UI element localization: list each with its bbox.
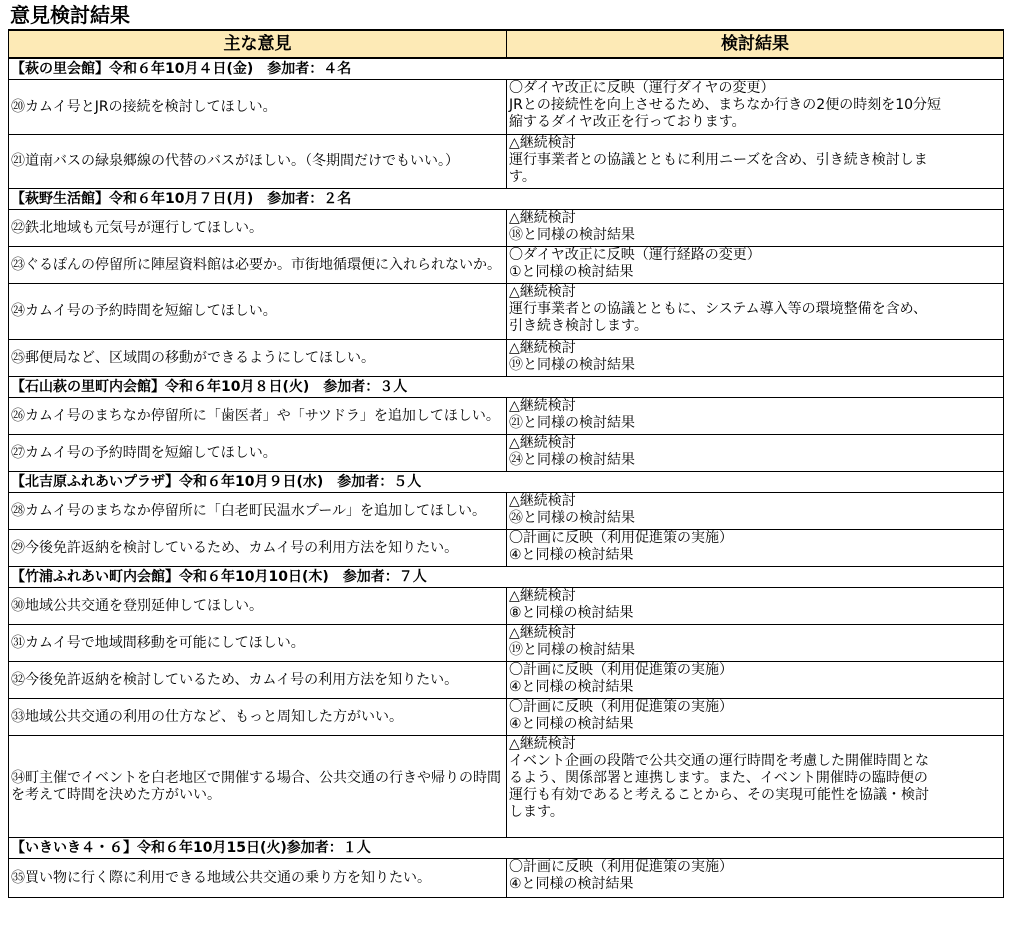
table-row bbox=[9, 493, 1004, 530]
result-line: 引き続き検討します。 bbox=[509, 318, 648, 334]
table-row bbox=[9, 588, 1004, 625]
result-line: 〇計画に反映（利用促進策の実施） bbox=[509, 530, 733, 546]
result-cell bbox=[507, 340, 1004, 377]
opinion-cell: ㉕郵便局など、区域間の移動ができるようにしてほしい。 bbox=[9, 340, 507, 377]
section-heading-row bbox=[9, 58, 1004, 80]
result-line: △継続検討 bbox=[509, 210, 576, 226]
result-cell bbox=[507, 284, 1004, 340]
result-line: 運行も有効であると考えることから、その実現可能性を協議・検討 bbox=[509, 787, 929, 803]
result-line: ④と同様の検討結果 bbox=[509, 876, 634, 892]
result-line: △継続検討 bbox=[509, 340, 576, 356]
result-line: △継続検討 bbox=[509, 398, 576, 414]
table-row bbox=[9, 135, 1004, 189]
table-row bbox=[9, 284, 1004, 340]
table-row bbox=[9, 80, 1004, 135]
table-row bbox=[9, 530, 1004, 567]
result-line: △継続検討 bbox=[509, 588, 576, 604]
result-line: 運行事業者との協議とともに、システム導入等の環境整備を含め、 bbox=[509, 301, 928, 317]
section-heading-row bbox=[9, 567, 1004, 588]
opinion-result-table bbox=[8, 29, 1004, 898]
result-line: るよう、関係部署と連携します。また、イベント開催時の臨時便の bbox=[509, 770, 928, 786]
result-line: ⑲と同様の検討結果 bbox=[509, 642, 635, 658]
result-line: します。 bbox=[509, 804, 564, 820]
page-title: 意見検討結果 bbox=[10, 3, 130, 27]
result-line: ⑧と同様の検討結果 bbox=[509, 605, 634, 621]
table-row bbox=[9, 859, 1004, 898]
opinion-cell: ㉜今後免許返納を検討しているため、カムイ号の利用方法を知りたい。 bbox=[9, 662, 507, 699]
result-line: ④と同様の検討結果 bbox=[509, 679, 634, 695]
opinion-cell: ㉝地域公共交通の利用の仕方など、もっと周知した方がいい。 bbox=[9, 699, 507, 736]
opinion-cell: ㉙今後免許返納を検討しているため、カムイ号の利用方法を知りたい。 bbox=[9, 530, 507, 567]
result-cell bbox=[507, 859, 1004, 898]
opinion-cell: ㉚地域公共交通を登別延伸してほしい。 bbox=[9, 588, 507, 625]
opinion-cell: ㉒鉄北地域も元気号が運行してほしい。 bbox=[9, 210, 507, 247]
result-line: △継続検討 bbox=[509, 435, 576, 451]
opinion-cell: ㉛カムイ号で地域間移動を可能にしてほしい。 bbox=[9, 625, 507, 662]
result-cell bbox=[507, 80, 1004, 135]
result-line: 〇計画に反映（利用促進策の実施） bbox=[509, 699, 733, 715]
section-heading: 【竹浦ふれあい町内会館】令和６年10月10日(木) 参加者：７人 bbox=[9, 567, 1004, 588]
result-line: △継続検討 bbox=[509, 284, 576, 300]
result-cell bbox=[507, 736, 1004, 838]
section-heading-row bbox=[9, 838, 1004, 859]
table-header-row bbox=[9, 30, 1004, 58]
result-cell bbox=[507, 398, 1004, 435]
result-cell bbox=[507, 699, 1004, 736]
result-line: ④と同様の検討結果 bbox=[509, 547, 634, 563]
result-cell bbox=[507, 588, 1004, 625]
section-heading: 【萩の里会館】令和６年10月４日(金) 参加者：４名 bbox=[9, 58, 1004, 80]
result-line: ㉖と同様の検討結果 bbox=[509, 510, 635, 526]
table-row bbox=[9, 435, 1004, 472]
result-line: ㉔と同様の検討結果 bbox=[509, 452, 635, 468]
result-line: 〇ダイヤ改正に反映（運行ダイヤの変更） bbox=[509, 80, 775, 96]
opinion-cell: ㉟買い物に行く際に利用できる地域公共交通の乗り方を知りたい。 bbox=[9, 859, 507, 898]
table-body bbox=[9, 58, 1004, 898]
result-cell bbox=[507, 662, 1004, 699]
opinion-cell: ㉓ぐるぽんの停留所に陣屋資料館は必要か。市街地循環便に入れられないか。 bbox=[9, 247, 507, 284]
opinion-cell: ㉔カムイ号の予約時間を短縮してほしい。 bbox=[9, 284, 507, 340]
table-row bbox=[9, 736, 1004, 838]
section-heading-row bbox=[9, 189, 1004, 210]
result-cell bbox=[507, 493, 1004, 530]
table-row bbox=[9, 398, 1004, 435]
result-line: 〇計画に反映（利用促進策の実施） bbox=[509, 662, 733, 678]
result-line: ①と同様の検討結果 bbox=[509, 264, 634, 280]
header-result: 検討結果 bbox=[507, 30, 1004, 58]
table-row bbox=[9, 247, 1004, 284]
result-cell bbox=[507, 530, 1004, 567]
result-line: △継続検討 bbox=[509, 493, 576, 509]
result-line: ⑲と同様の検討結果 bbox=[509, 357, 635, 373]
section-heading: 【萩野生活館】令和６年10月７日(月) 参加者：２名 bbox=[9, 189, 1004, 210]
result-cell bbox=[507, 210, 1004, 247]
result-line: ④と同様の検討結果 bbox=[509, 716, 634, 732]
result-line: 縮するダイヤ改正を行っております。 bbox=[509, 114, 746, 130]
section-heading: 【石山萩の里町内会館】令和６年10月８日(火) 参加者：３人 bbox=[9, 377, 1004, 398]
result-line: JRとの接続性を向上させるため、まちなか行きの2便の時刻を10分短 bbox=[509, 97, 942, 113]
opinion-cell: ㉑道南バスの緑泉郷線の代替のバスがほしい。（冬期間だけでもいい。） bbox=[9, 135, 507, 189]
result-line: イベント企画の段階で公共交通の運行時間を考慮した開催時間とな bbox=[509, 753, 929, 769]
opinion-cell: ⑳カムイ号とJRの接続を検討してほしい。 bbox=[9, 80, 507, 135]
opinion-cell: ㉖カムイ号のまちなか停留所に「歯医者」や「サツドラ」を追加してほしい。 bbox=[9, 398, 507, 435]
table-row bbox=[9, 699, 1004, 736]
result-line: △継続検討 bbox=[509, 135, 576, 151]
result-line: 〇計画に反映（利用促進策の実施） bbox=[509, 859, 733, 875]
section-heading-row bbox=[9, 472, 1004, 493]
section-heading: 【北吉原ふれあいプラザ】令和６年10月９日(水) 参加者：５人 bbox=[9, 472, 1004, 493]
section-heading-row bbox=[9, 377, 1004, 398]
result-cell bbox=[507, 435, 1004, 472]
result-cell bbox=[507, 247, 1004, 284]
opinion-cell: ㉗カムイ号の予約時間を短縮してほしい。 bbox=[9, 435, 507, 472]
table-row bbox=[9, 625, 1004, 662]
table-row bbox=[9, 210, 1004, 247]
result-line: △継続検討 bbox=[509, 625, 576, 641]
opinion-cell: ㉞町主催でイベントを白老地区で開催する場合、公共交通の行きや帰りの時間を考えて時間を決めた方がいい。 bbox=[9, 736, 507, 838]
result-line: 〇ダイヤ改正に反映（運行経路の変更） bbox=[509, 247, 761, 263]
result-line: す。 bbox=[509, 169, 536, 185]
section-heading: 【いきいき４・６】令和６年10月15日(火)参加者：１人 bbox=[9, 838, 1004, 859]
result-line: ⑱と同様の検討結果 bbox=[509, 227, 635, 243]
result-cell bbox=[507, 625, 1004, 662]
opinion-cell: ㉘カムイ号のまちなか停留所に「白老町民温水プール」を追加してほしい。 bbox=[9, 493, 507, 530]
result-line: 運行事業者との協議とともに利用ニーズを含め、引き続き検討しま bbox=[509, 152, 928, 168]
result-line: ㉑と同様の検討結果 bbox=[509, 415, 635, 431]
table-row bbox=[9, 662, 1004, 699]
result-line: △継続検討 bbox=[509, 736, 576, 752]
result-cell bbox=[507, 135, 1004, 189]
header-opinion: 主な意見 bbox=[9, 30, 507, 58]
table-row bbox=[9, 340, 1004, 377]
